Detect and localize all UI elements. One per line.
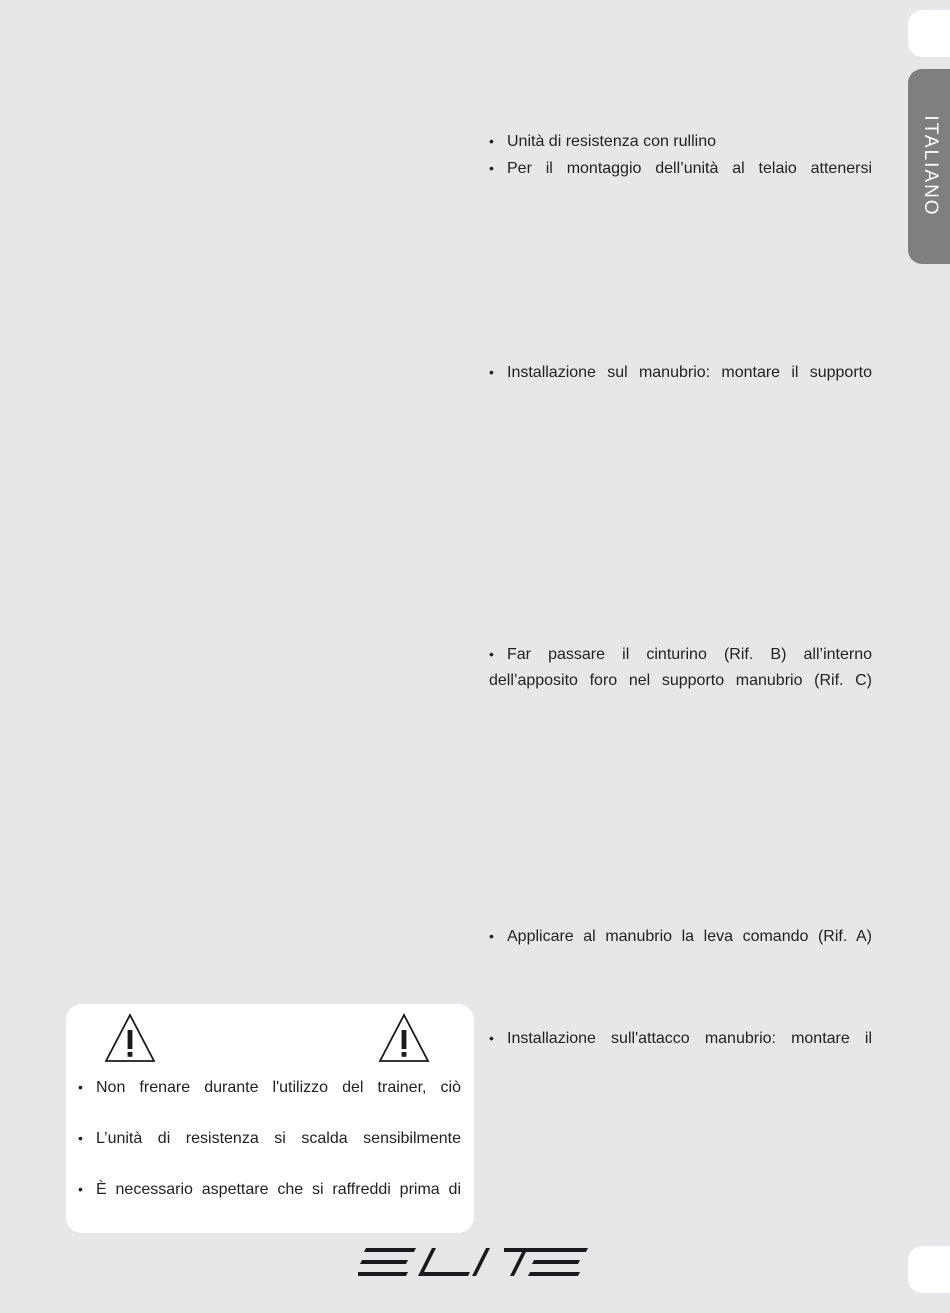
bullet-icon: • bbox=[489, 160, 494, 176]
bullet-stem-install bbox=[489, 1025, 872, 1052]
side-tab-bottom bbox=[908, 1246, 950, 1293]
bullet-icon: • bbox=[78, 1130, 83, 1146]
language-tab-label: ITALIANO bbox=[920, 115, 941, 217]
list-item bbox=[489, 359, 872, 386]
list-item bbox=[78, 1074, 461, 1101]
list-item bbox=[78, 1125, 461, 1152]
warning-item bbox=[78, 1176, 461, 1203]
bullet-list-components bbox=[489, 128, 872, 182]
list-item bbox=[489, 1025, 872, 1052]
list-item bbox=[78, 1176, 461, 1203]
side-tab-top bbox=[908, 10, 950, 57]
warning-item-text: È necessario aspettare che si raffreddi prima di bbox=[96, 1181, 461, 1198]
list-item bbox=[489, 128, 872, 155]
list-item-text: Unità di resistenza con rullino bbox=[507, 133, 716, 150]
bullet-icon: • bbox=[78, 1079, 83, 1095]
list-item bbox=[489, 155, 872, 182]
warning-box bbox=[66, 1004, 474, 1233]
warning-item bbox=[78, 1125, 461, 1152]
warning-icon bbox=[378, 1012, 430, 1064]
bullet-icon: • bbox=[489, 646, 494, 662]
warning-icon bbox=[104, 1012, 156, 1064]
list-item-continuation: dell’apposito foro nel supporto manubrio (Rif. C) bbox=[489, 672, 872, 689]
elite-logo bbox=[358, 1246, 588, 1278]
list-item bbox=[489, 641, 872, 668]
list-item bbox=[489, 923, 872, 950]
bullet-icon: • bbox=[489, 364, 494, 380]
bullet-icon: • bbox=[489, 1030, 494, 1046]
list-item-text: Applicare al manubrio la leva comando (Rif. A) bbox=[507, 928, 872, 945]
warning-item-text: Non frenare durante l'utilizzo del trainer, ciò bbox=[96, 1079, 461, 1096]
bullet-strap bbox=[489, 641, 872, 694]
warning-item-text: L’unità di resistenza si scalda sensibilmente bbox=[96, 1130, 461, 1147]
bullet-lever bbox=[489, 923, 872, 950]
list-item-text: Installazione sul manubrio: montare il supporto bbox=[507, 364, 872, 381]
warning-item bbox=[78, 1074, 461, 1101]
list-item-text: Per il montaggio dell’unità al telaio attenersi bbox=[507, 160, 872, 177]
list-item-text: Far passare il cinturino (Rif. B) all’interno bbox=[507, 646, 872, 663]
bullet-icon: • bbox=[489, 928, 494, 944]
list-item-text: Installazione sull'attacco manubrio: montare il bbox=[507, 1030, 872, 1047]
bullet-icon: • bbox=[489, 133, 494, 149]
bullet-icon: • bbox=[78, 1181, 83, 1197]
bullet-handlebar-install bbox=[489, 359, 872, 386]
